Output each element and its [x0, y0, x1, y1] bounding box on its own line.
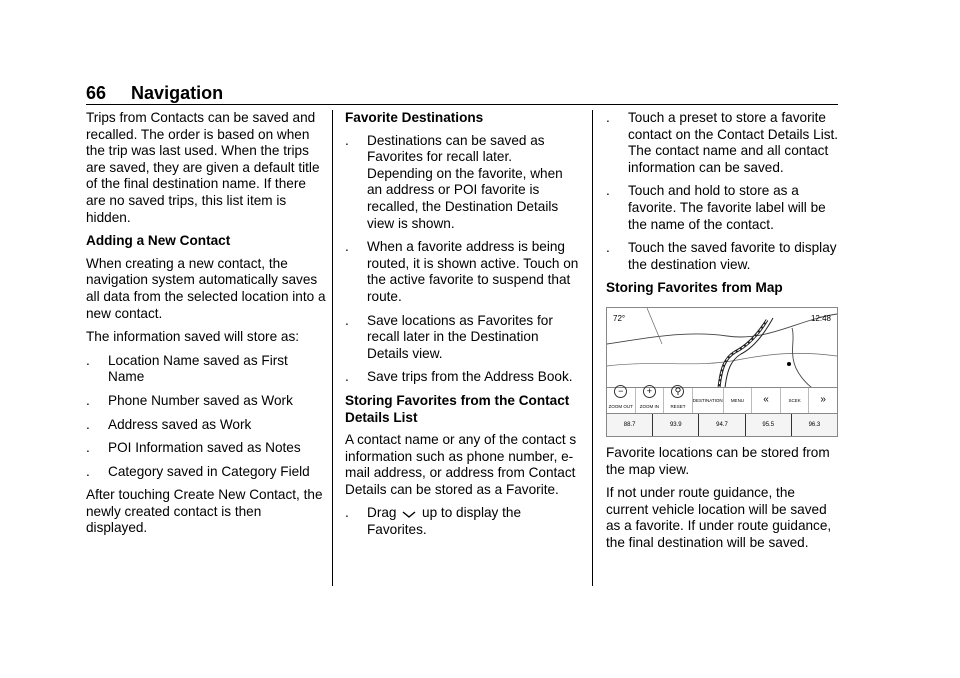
bullet-item — [345, 239, 581, 305]
page-number: 66 — [86, 83, 107, 103]
bullet-item — [345, 313, 581, 363]
bullet-icon: . — [86, 352, 90, 368]
bullet-item — [345, 369, 581, 386]
bullet-icon: . — [345, 132, 349, 148]
map-clock: 12:48 — [810, 313, 831, 323]
heading-storing-favorites-contact: Storing Favorites from the Contact Details List — [345, 392, 570, 425]
paragraph: A contact name or any of the contact s information such as phone number, e-mail address, or address from Contact Details can be stored as a Favorite. — [345, 432, 577, 497]
heading-adding-new-contact: Adding a New Contact — [86, 233, 231, 249]
seek-back-button[interactable] — [752, 388, 781, 413]
bullet-text: up to display the Favorites. — [367, 505, 522, 538]
column-3 — [606, 110, 840, 559]
bullet-item — [606, 110, 840, 176]
zoom-out-button[interactable] — [607, 388, 636, 413]
bullet-icon: . — [345, 505, 349, 521]
map-toolbar — [607, 387, 837, 413]
bullet-text: POI Information saved as Notes — [108, 440, 301, 456]
bullet-item — [345, 505, 581, 538]
minus-icon: − — [614, 385, 627, 398]
header-rule — [86, 104, 838, 105]
seek-forward-button[interactable] — [809, 388, 837, 413]
bullet-item — [86, 417, 326, 434]
bullet-text: Category saved in Category Field — [108, 463, 310, 479]
reset-button[interactable] — [664, 388, 693, 413]
bullet-text: Destinations can be saved as Favorites for recall later. Depending on the favorite, when an address or POI favorite is recalled, the Destination Details view is shown. — [367, 132, 563, 231]
bullet-text: Touch a preset to store a favorite contact on the Contact Details List. The contact name and all contact information can be saved. — [628, 110, 839, 175]
heading-storing-favorites-map: Storing Favorites from Map — [606, 280, 783, 296]
preset-button[interactable]: 96.3 — [808, 421, 821, 428]
intro-paragraph: Trips from Contacts can be saved and recalled. The order is based on when the trip was last used. When the trips are saved, they are given a default title of the final destination name. If there are no saved trips, this list item is hidden. — [86, 110, 320, 225]
toolbar-label: ZOOM OUT — [608, 404, 633, 410]
bullet-item — [606, 183, 840, 233]
zoom-in-button[interactable] — [636, 388, 665, 413]
vehicle-location-icon: ⚲ — [671, 385, 684, 398]
bullet-text: Drag — [367, 505, 397, 521]
preset-button[interactable]: 95.5 — [746, 414, 792, 436]
bullet-icon: . — [86, 416, 90, 432]
bullet-text: Address saved as Work — [108, 416, 252, 432]
double-chevron-left-icon: « — [763, 394, 769, 406]
bullet-icon: . — [606, 183, 610, 199]
column-1 — [86, 110, 326, 544]
bullet-icon: . — [345, 312, 349, 328]
paragraph: If not under route guidance, the current vehicle location will be saved as a favorite. If under route guidance, the final destination will be saved. — [606, 485, 832, 550]
toolbar-label: DESTINATION — [692, 397, 723, 403]
seek-button[interactable] — [781, 388, 810, 413]
bullet-item — [86, 440, 326, 457]
bullet-icon: . — [606, 110, 610, 125]
toolbar-label: MENU — [730, 397, 745, 403]
drag-chevron-icon — [402, 509, 416, 519]
toolbar-label: ZOOM IN — [639, 404, 659, 410]
bullet-icon: . — [86, 440, 90, 456]
preset-button[interactable]: 88.7 — [607, 414, 653, 436]
bullet-icon: . — [345, 369, 349, 385]
column-divider-2 — [592, 110, 593, 586]
bullet-text: Save locations as Favorites for recall later in the Destination Details view. — [367, 312, 553, 361]
bullet-item — [86, 353, 326, 386]
bullet-icon: . — [86, 463, 90, 479]
paragraph: Favorite locations can be stored from the map view. — [606, 444, 830, 477]
section-title: Navigation — [131, 83, 224, 103]
bullet-text: Location Name saved as First Name — [108, 352, 288, 385]
bullet-icon: . — [606, 240, 610, 256]
bullet-text: When a favorite address is being routed, it is shown active. Touch on the active favorite to suspend that route. — [367, 239, 579, 304]
bullet-text: Save trips from the Address Book. — [367, 369, 573, 385]
preset-button[interactable]: 94.7 — [699, 414, 745, 436]
paragraph: The information saved will store as: — [86, 329, 300, 345]
bullet-text: Touch the saved favorite to display the destination view. — [628, 240, 837, 272]
bullet-icon: . — [86, 392, 90, 408]
bullet-icon: . — [345, 239, 349, 255]
toolbar-label: RESET — [670, 404, 686, 410]
paragraph: After touching Create New Contact, the newly created contact is then displayed. — [86, 487, 323, 536]
map-screen-illustration — [606, 307, 838, 437]
column-divider-1 — [332, 110, 333, 586]
destination-button[interactable] — [693, 388, 724, 413]
bullet-item — [86, 393, 326, 410]
radio-preset-bar — [607, 413, 837, 436]
column-2 — [345, 110, 581, 546]
bullet-item — [345, 133, 581, 233]
map-roads — [607, 308, 837, 388]
page-header — [86, 82, 223, 104]
paragraph: When creating a new contact, the navigation system automatically saves all data from the selected location into a new contact. — [86, 255, 326, 321]
heading-favorite-destinations: Favorite Destinations — [345, 110, 484, 125]
bullet-item — [606, 240, 840, 273]
map-temperature: 72° — [613, 313, 626, 323]
double-chevron-right-icon: » — [820, 394, 826, 406]
toolbar-label: SCEK — [788, 397, 801, 403]
preset-button[interactable]: 93.9 — [653, 414, 699, 436]
bullet-item — [86, 464, 326, 481]
menu-button[interactable] — [724, 388, 753, 413]
plus-icon: + — [643, 385, 656, 398]
bullet-text: Phone Number saved as Work — [108, 392, 293, 408]
bullet-text: Touch and hold to store as a favorite. The favorite label will be the name of the contact. — [628, 183, 826, 232]
